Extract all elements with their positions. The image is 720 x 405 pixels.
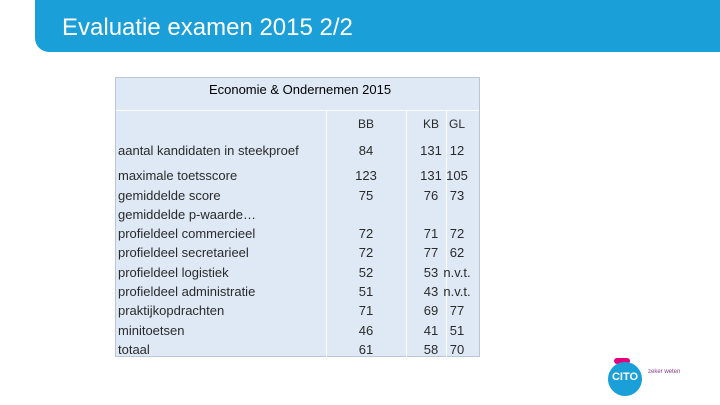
table-cell: 71 xyxy=(423,226,439,242)
row-label: profieldeel secretarieel xyxy=(118,245,249,261)
column-header: BB xyxy=(357,117,374,131)
table-cell: 75 xyxy=(358,187,374,203)
row-label: aantal kandidaten in steekproef xyxy=(118,143,299,158)
table-cell: 12 xyxy=(449,143,465,158)
table-row xyxy=(116,301,479,320)
table-cell: 76 xyxy=(423,187,439,203)
table-row xyxy=(116,224,479,243)
table-cell: 72 xyxy=(449,226,465,242)
table-cell: 131 xyxy=(420,143,442,158)
table-cell: 84 xyxy=(358,143,374,158)
table-cell: 71 xyxy=(358,303,374,319)
row-label: gemiddelde p-waarde… xyxy=(118,206,257,222)
table-row xyxy=(116,282,479,301)
table-header-row xyxy=(116,111,479,141)
column-header: KB xyxy=(422,117,439,131)
table-row xyxy=(116,340,479,359)
table-cell: 70 xyxy=(449,341,465,357)
row-label: profieldeel administratie xyxy=(118,284,256,300)
table-cell: 69 xyxy=(423,303,439,319)
table-row xyxy=(116,263,479,282)
table-cell xyxy=(434,205,480,224)
row-label: totaal xyxy=(118,341,150,357)
table-cell: 77 xyxy=(423,245,439,261)
table-row xyxy=(116,141,479,160)
table-cell: 43 xyxy=(423,284,439,300)
table-cell: 53 xyxy=(423,264,439,280)
table-cell: 62 xyxy=(449,245,465,261)
table-row xyxy=(116,243,479,262)
cito-logo xyxy=(608,358,688,398)
row-label: gemiddelde score xyxy=(118,187,221,203)
table-cell: 61 xyxy=(358,341,374,357)
table-cell xyxy=(326,205,406,224)
table-cell: 73 xyxy=(449,187,465,203)
table-row xyxy=(116,321,479,340)
table-row xyxy=(116,205,479,224)
slide-title: Evaluatie examen 2015 2/2 xyxy=(62,14,353,41)
table-cell: 105 xyxy=(446,168,468,184)
results-table xyxy=(115,77,480,357)
table-body xyxy=(116,111,479,359)
row-label: profieldeel commercieel xyxy=(118,226,256,242)
logo-badge xyxy=(608,362,642,396)
table-cell: 41 xyxy=(423,322,439,338)
logo-badge-text: CITO xyxy=(611,371,639,383)
table-cell: 131 xyxy=(420,168,442,184)
table-cell: 51 xyxy=(449,322,465,338)
row-label: profieldeel logistiek xyxy=(118,264,229,280)
table-cell: 51 xyxy=(358,284,374,300)
table-cell: 46 xyxy=(358,322,374,338)
table-cell: 123 xyxy=(355,168,377,184)
table-cell: n.v.t. xyxy=(443,284,471,300)
table-row xyxy=(116,166,479,185)
table-cell: 52 xyxy=(358,264,374,280)
table-cell: 72 xyxy=(358,226,374,242)
table-cell: 77 xyxy=(449,303,465,319)
table-row xyxy=(116,186,479,205)
table-title: Economie & Ondernemen 2015 xyxy=(208,82,392,97)
logo-tagline: zeker weten xyxy=(648,369,681,375)
row-label: maximale toetsscore xyxy=(118,168,238,184)
row-label: praktijkopdrachten xyxy=(118,303,225,319)
row-label: minitoetsen xyxy=(118,322,185,338)
table-cell: n.v.t. xyxy=(443,264,471,280)
table-cell: 58 xyxy=(423,341,439,357)
column-header: GL xyxy=(448,117,465,131)
table-cell: 72 xyxy=(358,245,374,261)
